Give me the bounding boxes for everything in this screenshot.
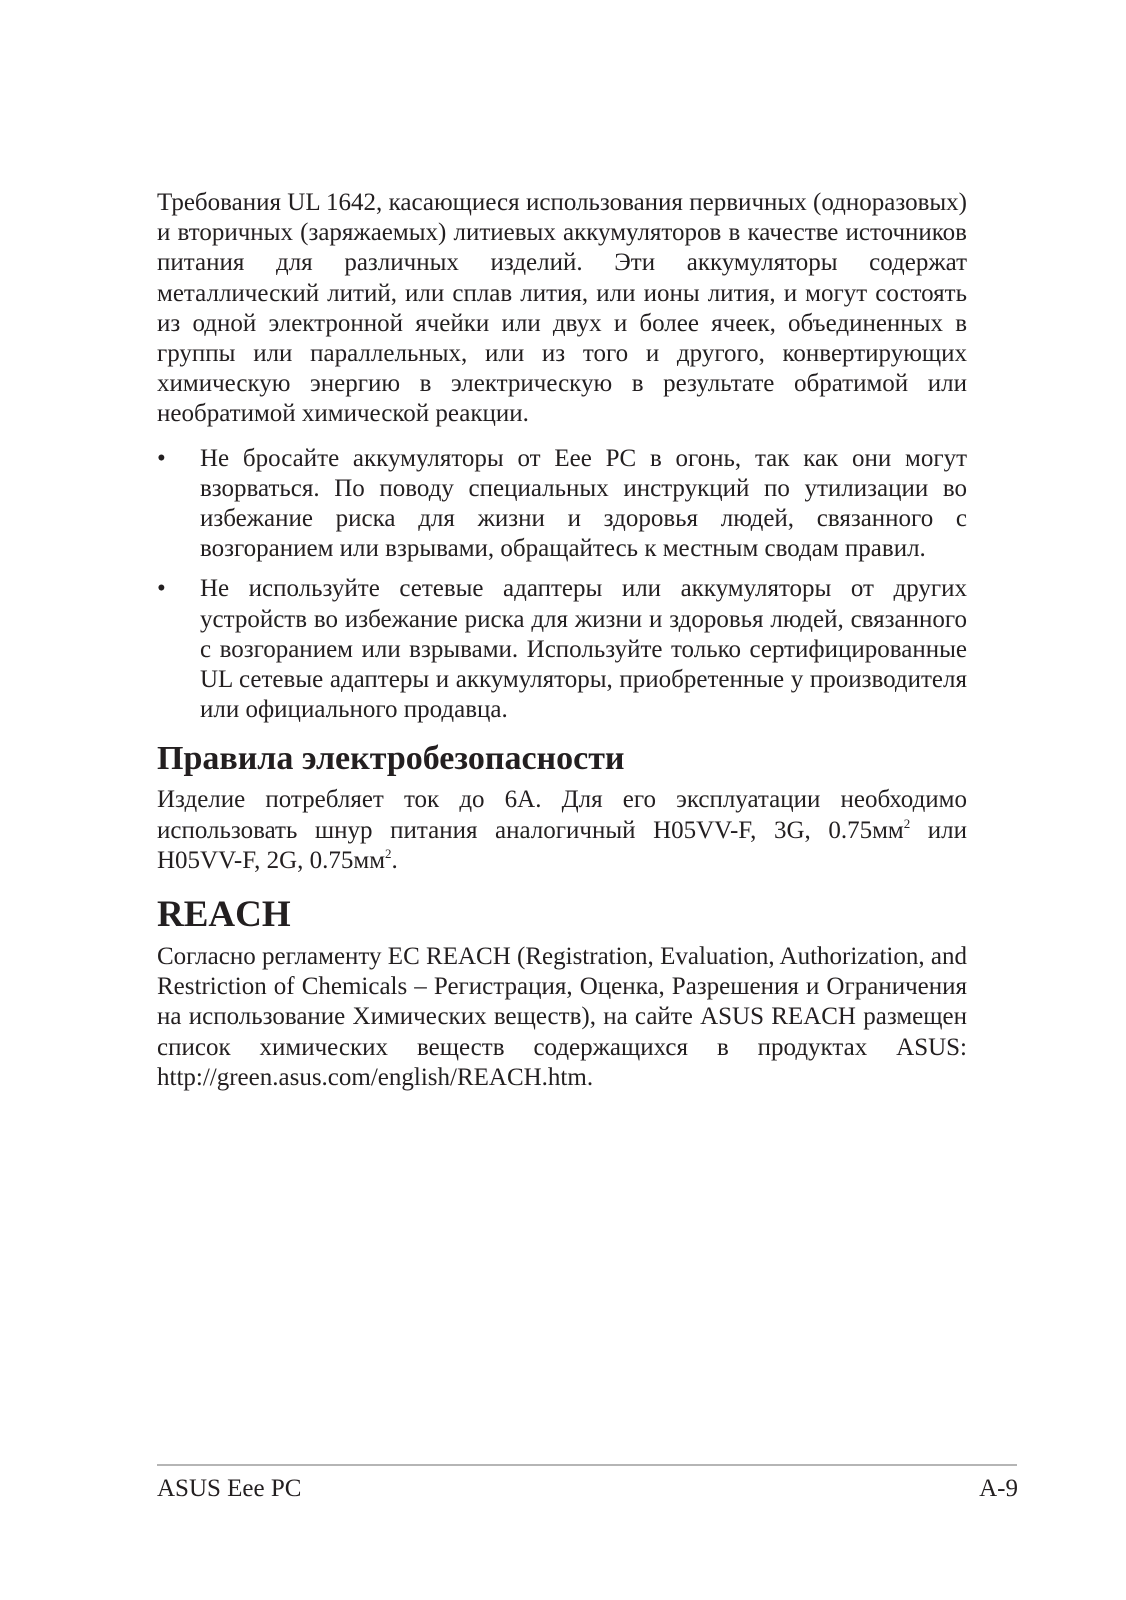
footer-divider (157, 1464, 1017, 1466)
electrical-safety-heading: Правила электробезопасности (157, 740, 625, 778)
page-number: A-9 (979, 1475, 1018, 1502)
bullet-icon: • (157, 444, 166, 472)
list-item (157, 444, 967, 565)
bullet-text: Не бросайте аккумуляторы от Eee PC в огонь, так как они могут взорваться. По поводу специальных инструкций по утилизации во избежание риска для жизни и здоровья людей, связанного с возгоранием или взрывами, обращайтесь к местным сводам правил. (200, 444, 967, 563)
footer-product-name: ASUS Eee PC (157, 1475, 302, 1502)
reach-heading: REACH (157, 894, 291, 936)
safety-bullet-list (157, 444, 967, 726)
superscript-square: 2 (385, 845, 392, 861)
bullet-text: Не используйте сетевые адаптеры или аккумуляторы от других устройств во избежание риска для жизни и здоровья людей, связанного с возгоранием или взрывами. Используйте только сертифицированные UL сетевые адаптеры и аккумуляторы, приобретенные у производителя или официального продавца. (200, 575, 967, 724)
electrical-text-part-3: . (391, 846, 398, 874)
intro-paragraph: Требования UL 1642, касающиеся использования первичных (одноразовых) и вторичных (заряжаемых) литиевых аккумуляторов в качестве источников питания для различных изделий. Эти аккумуляторы содержат металлический литий, или сплав лития, или ионы лития, и могут состоять из одной электронной ячейки или двух и более ячеек, объединенных в группы или параллельных, или из того и другого, конвертирующих химическую энергию в электрическую в результате обратимой или необратимой химической реакции. (157, 189, 967, 428)
superscript-square: 2 (903, 815, 911, 831)
bullet-icon: • (157, 575, 166, 603)
reach-paragraph: Согласно регламенту EC REACH (Registration, Evaluation, Authorization, and Restriction of Chemicals – Регистрация, Оценка, Разрешения и Ограничения на использование Химических веществ), на сайте ASUS REACH размещен список химических веществ содержащихся в продуктах ASUS: http://green.asus.com/english/REACH.htm. (157, 943, 967, 1091)
electrical-text-part-1: Изделие потребляет ток до 6А. Для его эксплуатации необходимо использовать шнур питания аналогичный H05VV-F, 3G, 0.75мм (157, 786, 967, 844)
page-content (157, 188, 967, 1093)
electrical-safety-paragraph (157, 785, 967, 876)
electrical-text-part-2: или H05VV-F, 2G, 0.75мм (157, 816, 968, 874)
list-item (157, 574, 967, 725)
